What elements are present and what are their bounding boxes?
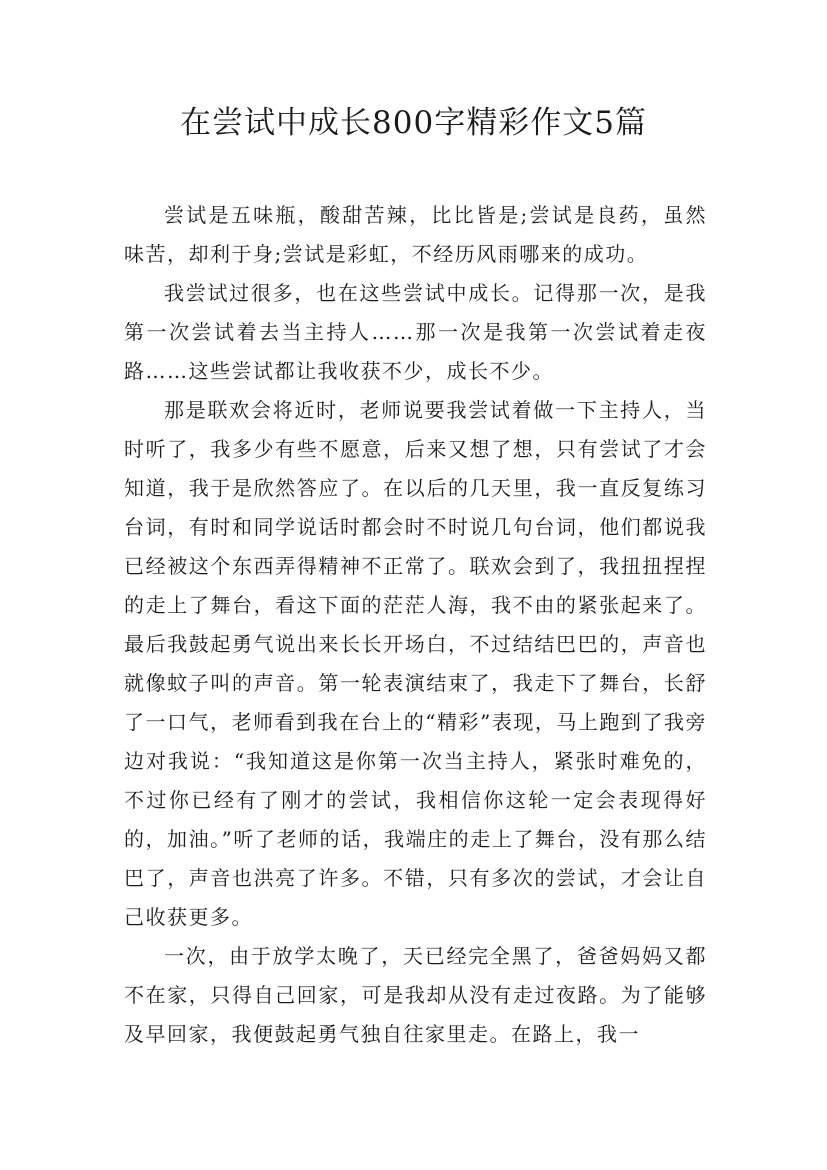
paragraph-3: 那是联欢会将近时，老师说要我尝试着做一下主持人，当时听了，我多少有些不愿意，后来又想了想，只有尝试了才会知道，我于是欣然答应了。在以后的几天里，我一直反复练习台词，有时和同学说话时都会时不时说几句台词，他们都说我已经被这个东西弄得精神不正常了。联欢会到了，我扭扭捏捏的走上了舞台，看这下面的茫茫人海，我不由的紧张起来了。最后我鼓起勇气说出来长长开场白，不过结结巴巴的，声音也就像蚊子叫的声音。第一轮表演结束了，我走下了舞台，长舒了一口气，老师看到我在台上的“精彩”表现，马上跑到了我旁边对我说：“我知道这是你第一次当主持人，紧张时难免的，不过你已经有了刚才的尝试，我相信你这轮一定会表现得好的，加油。”听了老师的话，我端庄的走上了舞台，没有那么结巴了，声音也洪亮了许多。不错，只有多次的尝试，才会让自己收获更多。 xyxy=(124,398,707,929)
paragraph-2: 我尝试过很多，也在这些尝试中成长。记得那一次，是我第一次尝试着去当主持人……那一次是我第一次尝试着走夜路……这些尝试都让我收获不少，成长不少。 xyxy=(124,281,707,383)
paragraph-4: 一次，由于放学太晚了，天已经完全黑了，爸爸妈妈又都不在家，只得自己回家，可是我却从没有走过夜路。为了能够及早回家，我便鼓起勇气独自往家里走。在路上，我一 xyxy=(124,944,707,1046)
document-title: 在尝试中成长800字精彩作文5篇 xyxy=(180,105,647,141)
document-body xyxy=(124,196,707,1054)
paragraph-1: 尝试是五味瓶，酸甜苦辣，比比皆是;尝试是良药，虽然味苦，却利于身;尝试是彩虹，不经历风雨哪来的成功。 xyxy=(124,203,707,266)
